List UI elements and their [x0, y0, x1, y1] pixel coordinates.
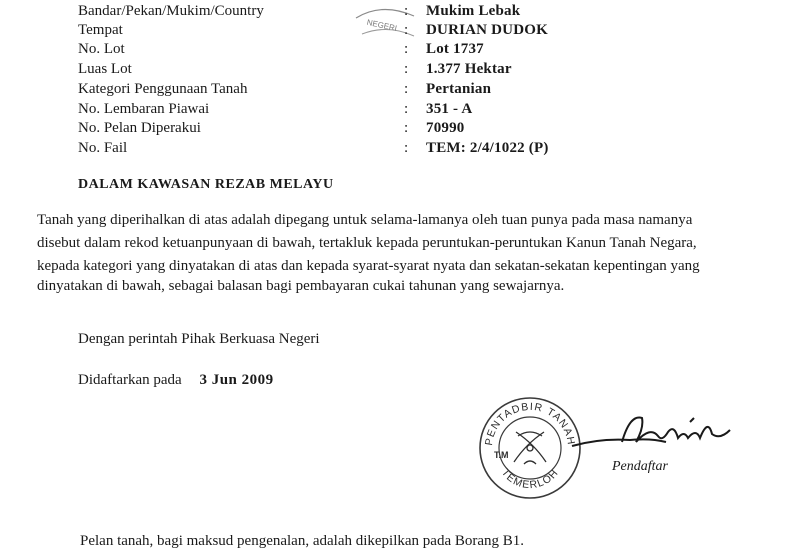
field-colon: : — [404, 140, 409, 156]
footer-note: Pelan tanah, bagi maksud pengenalan, adalah dikepilkan pada Borang B1. — [80, 533, 525, 549]
field-label: No. Lot — [78, 41, 125, 57]
field-value: Mukim Lebak — [426, 3, 521, 19]
field-colon: : — [404, 81, 409, 97]
kris-emblem-icon — [514, 432, 546, 464]
field-colon: : — [404, 120, 409, 136]
paragraph-line: Tanah yang diperihalkan di atas adalah dipegang untuk selama-lamanya oleh tuan punya pada masa namanya — [37, 212, 693, 228]
authority-order-text: Dengan perintah Pihak Berkuasa Negeri — [78, 331, 320, 347]
field-colon: : — [404, 22, 409, 38]
field-value: TEM: 2/4/1022 (P) — [426, 140, 549, 156]
field-colon: : — [404, 61, 409, 77]
field-row-land-use — [78, 79, 738, 99]
field-label: Tempat — [78, 22, 123, 38]
field-row-lot-area — [78, 59, 738, 79]
field-row-standard-sheet — [78, 99, 738, 119]
field-label: Luas Lot — [78, 61, 132, 77]
field-value: 351 - A — [426, 101, 473, 117]
field-colon: : — [404, 41, 409, 57]
seal-initials: T.M — [494, 450, 509, 460]
partial-seal-text: NEGERI — [365, 17, 398, 34]
field-colon: : — [404, 101, 409, 117]
registration-row — [78, 372, 274, 389]
registrar-signature — [570, 408, 750, 458]
field-colon: : — [404, 3, 409, 19]
field-value: DURIAN DUDOK — [426, 22, 548, 38]
paragraph-line: dinyatakan di bawah, sebagai balasan bagi pembayaran cukai tahunan yang sewajarnya. — [37, 278, 565, 294]
field-value: 70990 — [426, 120, 465, 136]
seal-top-text — [483, 401, 577, 447]
registration-label: Didaftarkan pada — [78, 372, 182, 388]
field-row-place — [78, 17, 738, 40]
field-label: No. Pelan Diperakui — [78, 120, 201, 136]
paragraph-line: kepada kategori yang dinyatakan di atas dan kepada syarat-syarat nyata dan sekatan-sekatan kepentingan yang — [37, 258, 700, 274]
registrar-label: Pendaftar — [612, 459, 668, 474]
field-value: Lot 1737 — [426, 41, 484, 57]
reserve-heading: DALAM KAWASAN REZAB MELAYU — [78, 177, 334, 192]
seal-top-path: PENTADBIR TANAH — [482, 400, 578, 447]
field-value: 1.377 Hektar — [426, 61, 512, 77]
field-label: Kategori Penggunaan Tanah — [78, 81, 248, 97]
registration-date: 3 Jun 2009 — [199, 372, 274, 388]
field-value: Pertanian — [426, 81, 492, 97]
field-label: Bandar/Pekan/Mukim/Country — [78, 3, 264, 19]
paragraph-line: disebut dalam rekod ketuanpunyaan di bawah, tertakluk kepada peruntukan-peruntukan Kanun Tanah Negara, — [37, 235, 697, 251]
field-row-certified-plan — [78, 118, 738, 138]
field-row-country — [78, 1, 738, 21]
field-label: No. Fail — [78, 140, 128, 156]
seal-bottom-path: TEMERLOH — [498, 466, 562, 492]
field-label: No. Lembaran Piawai — [78, 101, 210, 117]
field-row-lot-no — [78, 39, 738, 59]
field-row-file-no — [78, 138, 738, 158]
